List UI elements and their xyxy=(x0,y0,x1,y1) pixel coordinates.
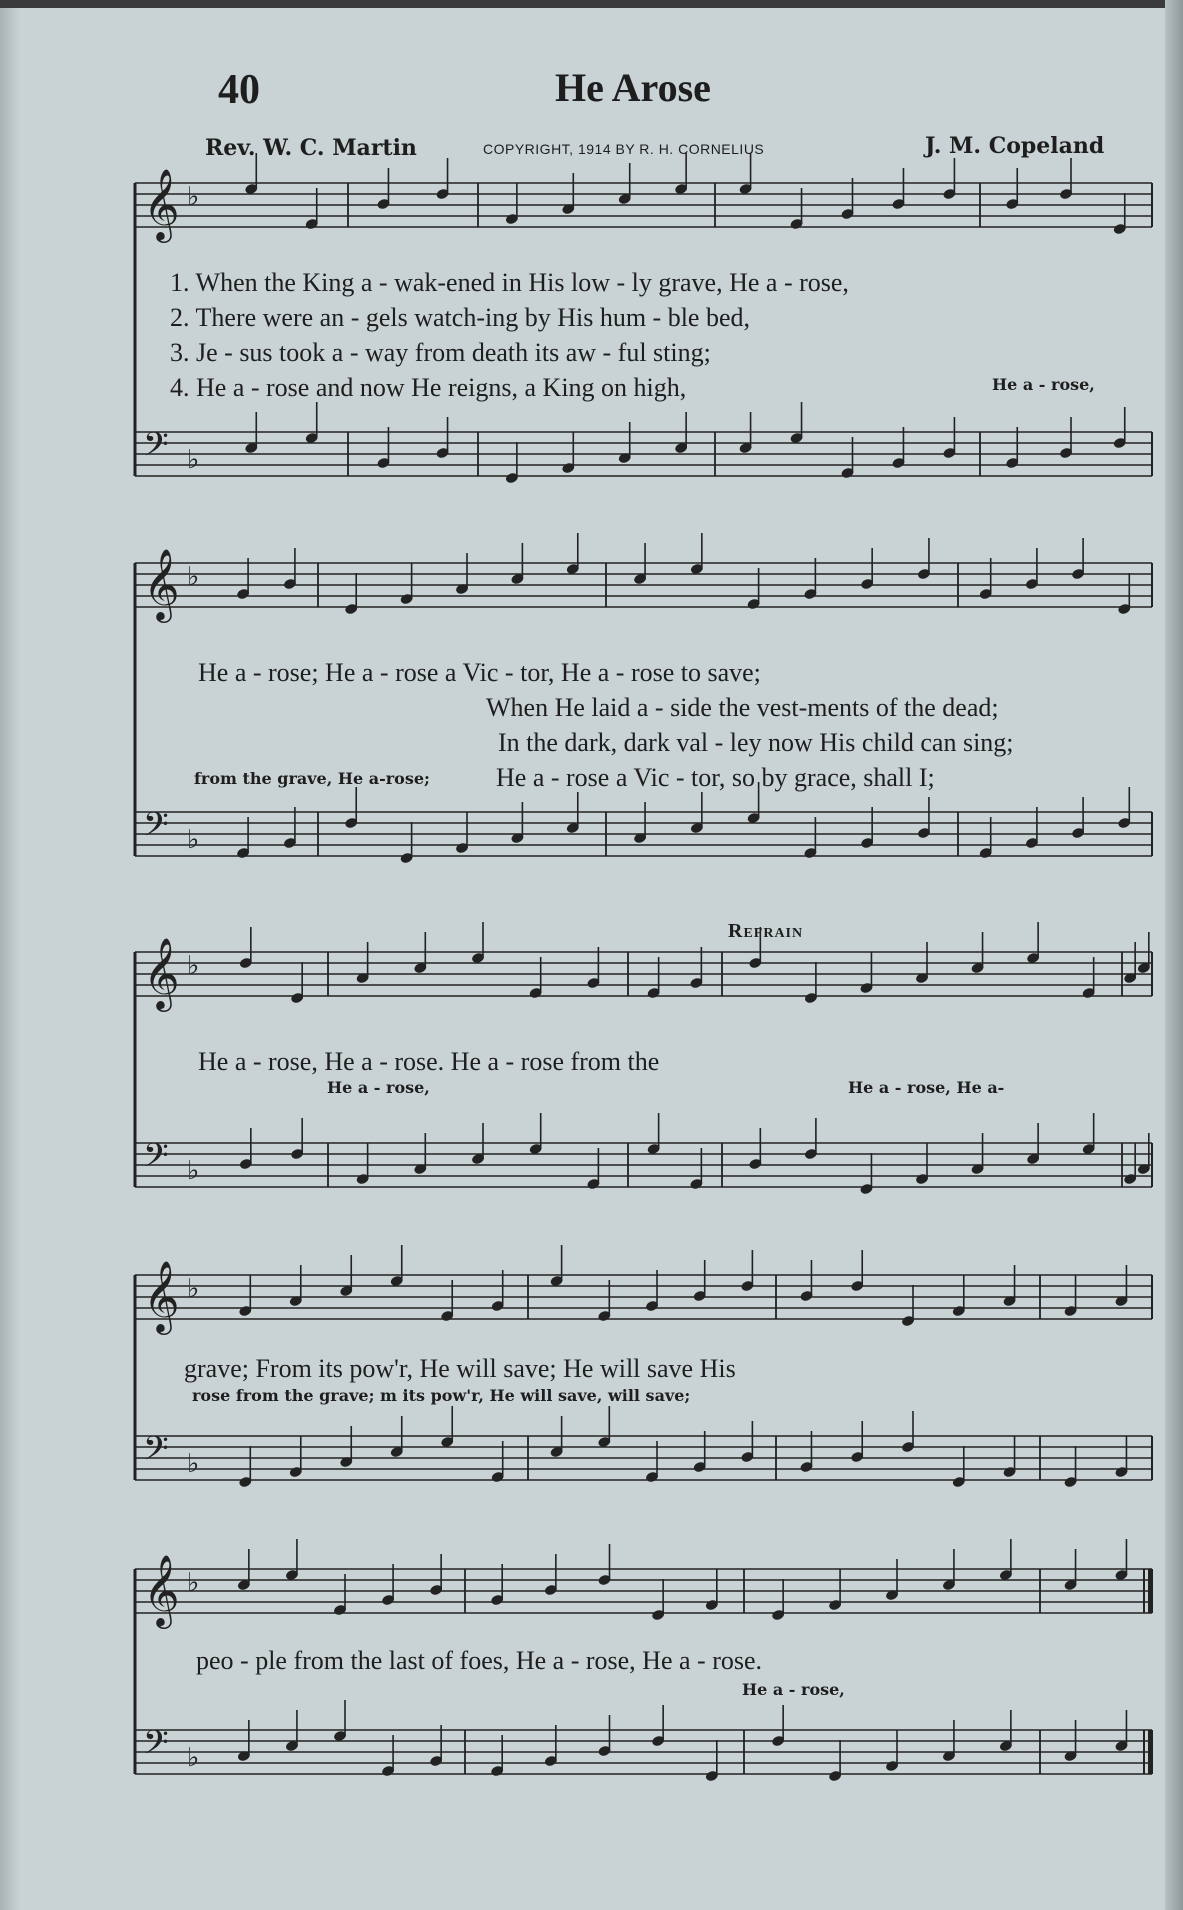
system4-bass-words: rose from the grave; m its pow'r, He will save, will save; xyxy=(192,1386,691,1405)
flat-key-signature-icon: ♭ xyxy=(187,1274,200,1304)
verse-4-line: 4. He a - rose and now He reigns, a King on high, xyxy=(170,373,687,402)
hymn-title: He Arose xyxy=(555,65,711,110)
flat-key-signature-icon: ♭ xyxy=(187,182,200,212)
system2-line-2: When He laid a - side the vest-ments of the dead; xyxy=(486,693,999,722)
verse-3-line: 3. Je - sus took a - way from death its aw - ful sting; xyxy=(170,338,711,367)
bass-clef-icon: 𝄢 xyxy=(143,1724,169,1770)
system3-lyrics: He a - rose, He a - rose. He a - rose from the xyxy=(198,1047,660,1076)
flat-key-signature-icon: ♭ xyxy=(187,445,200,475)
system2-verse4-rest: He a - rose a Vic - tor, so by grace, shall I; xyxy=(496,763,935,792)
system3-bass-words-1: He a - rose, xyxy=(327,1078,430,1097)
treble-clef-icon: 𝄞 xyxy=(143,1259,180,1332)
system3-bass-words-2: He a - rose, He a- xyxy=(848,1078,1005,1097)
flat-key-signature-icon: ♭ xyxy=(187,562,200,592)
system4-lyrics: grave; From its pow'r, He will save; He will save His xyxy=(184,1354,736,1383)
lyricist-credit: Rev. W. C. Martin xyxy=(205,135,417,161)
treble-clef-icon: 𝄞 xyxy=(143,1553,180,1626)
system2-verse4-small: from the grave, He a-rose; xyxy=(194,769,430,788)
system5-bass-words: He a - rose, xyxy=(742,1680,845,1699)
treble-clef-icon: 𝄞 xyxy=(143,167,180,240)
system2-line-1: He a - rose; He a - rose a Vic - tor, He a - rose to save; xyxy=(198,658,761,687)
verse-1-line: 1. When the King a - wak-ened in His low - ly grave, He a - rose, xyxy=(170,268,849,297)
system2-line-3: In the dark, dark val - ley now His child can sing; xyxy=(498,728,1014,757)
verse-2-line: 2. There were an - gels watch-ing by His hum - ble bed, xyxy=(170,303,751,332)
bass-clef-icon: 𝄢 xyxy=(143,1430,169,1476)
flat-key-signature-icon: ♭ xyxy=(187,1743,200,1773)
flat-key-signature-icon: ♭ xyxy=(187,951,200,981)
bass-clef-icon: 𝄢 xyxy=(143,1137,169,1183)
bass-clef-icon: 𝄢 xyxy=(143,806,169,852)
flat-key-signature-icon: ♭ xyxy=(187,1449,200,1479)
final-barline xyxy=(1148,1569,1153,1613)
treble-clef-icon: 𝄞 xyxy=(143,936,180,1009)
composer-credit: J. M. Copeland xyxy=(925,133,1105,159)
flat-key-signature-icon: ♭ xyxy=(187,1156,200,1186)
treble-clef-icon: 𝄞 xyxy=(143,547,180,620)
bass-words-1: He a - rose, xyxy=(992,375,1095,394)
flat-key-signature-icon: ♭ xyxy=(187,825,200,855)
page-number: 40 xyxy=(218,67,260,113)
final-barline xyxy=(1148,1730,1153,1774)
system5-lyrics: peo - ple from the last of foes, He a - rose, He a - rose. xyxy=(196,1646,763,1675)
copyright-notice: COPYRIGHT, 1914 BY R. H. CORNELIUS xyxy=(483,141,765,157)
flat-key-signature-icon: ♭ xyxy=(187,1568,200,1598)
refrain-label: Refrain xyxy=(728,920,804,942)
bass-clef-icon: 𝄢 xyxy=(143,426,169,472)
